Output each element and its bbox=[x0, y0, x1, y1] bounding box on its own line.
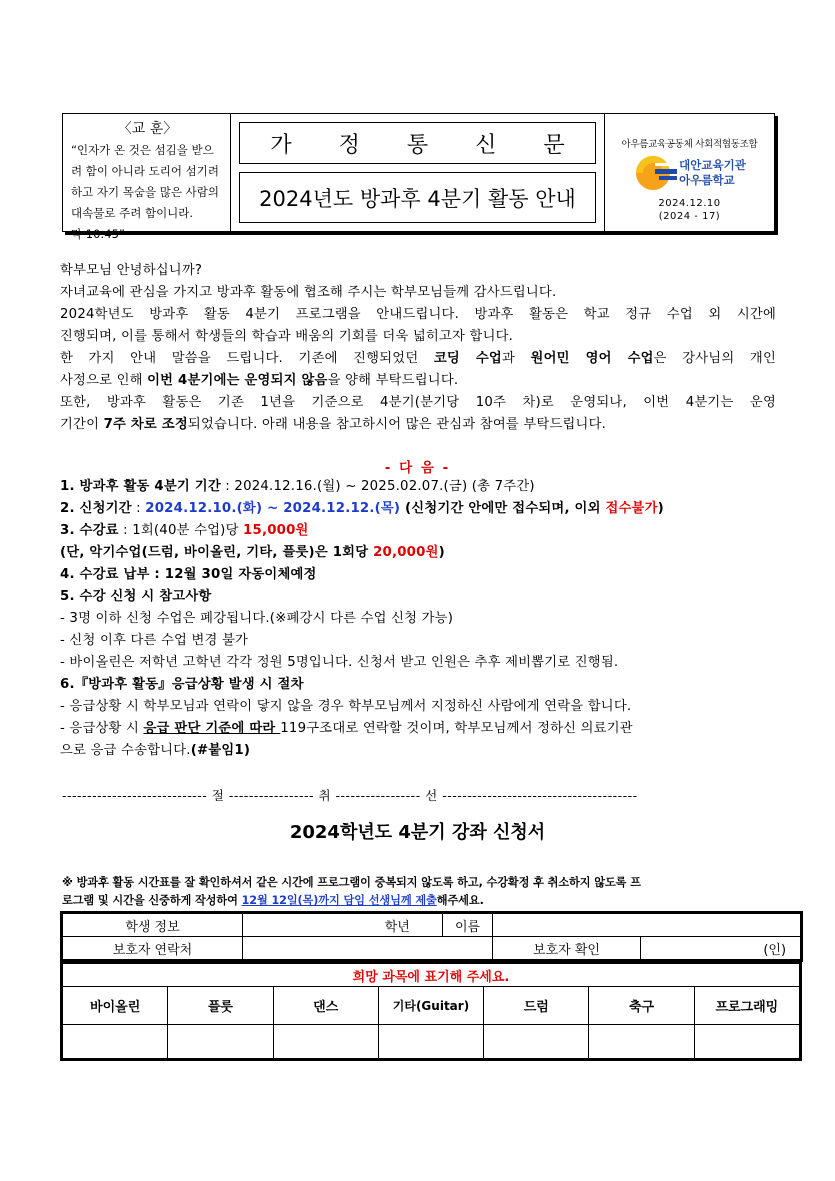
note-line: ※ 방과후 활동 시간표를 잘 확인하셔서 같은 시간에 프로그램이 중복되지 않도록 하고, 수강확정 후 취소하지 않도록 프 bbox=[62, 876, 641, 889]
document-title: 가 정 통 신 문 bbox=[239, 122, 596, 164]
text: 을 양해 부탁드립니다. bbox=[327, 373, 459, 388]
note-line bbox=[62, 892, 777, 910]
text: 사정으로 인해 bbox=[60, 373, 148, 388]
intro-line bbox=[60, 348, 776, 370]
school-info bbox=[604, 114, 774, 231]
table-row bbox=[63, 914, 801, 937]
english-class: 원어민 영어 수업 bbox=[530, 351, 654, 366]
grade-label: 학년 bbox=[353, 914, 443, 937]
info-table bbox=[62, 913, 801, 960]
text: 으로 응급 수송합니다. bbox=[60, 743, 191, 758]
application-title: 2024학년도 4분기 강좌 신청서 bbox=[289, 822, 546, 843]
note-line bbox=[60, 740, 780, 762]
item-value: : 2024.12.16.(월) ~ 2025.02.07.(금) (총 7주간) bbox=[220, 479, 535, 494]
not-accepted: 접수불가 bbox=[605, 501, 658, 516]
application-dates: 2024.12.10.(화) ~ 2024.12.12.(목) bbox=[145, 501, 401, 516]
select-prompt: 희망 과목에 표기해 주세요. bbox=[63, 964, 800, 987]
instrument-fee: 20,000원 bbox=[373, 545, 439, 560]
deadline: 12월 12일(목)까지 담임 선생님께 제출 bbox=[241, 894, 437, 907]
item-label: 4. 수강료 납부 : 12월 30일 자동이체예정 bbox=[60, 567, 317, 582]
text: 한 가지 안내 말씀을 드립니다. 기존에 진행되었던 bbox=[60, 351, 434, 366]
subject-check-cell[interactable] bbox=[694, 1025, 799, 1059]
subject-header: 드럼 bbox=[484, 987, 589, 1025]
text: 119구조대로 연락할 것이며, 학부모님께서 정하신 의료기관 bbox=[280, 721, 633, 736]
attachment-ref: (#붙임1) bbox=[190, 743, 251, 758]
motto-line: 하고 자기 목숨을 많은 사람의 bbox=[71, 185, 219, 199]
item-application-period bbox=[60, 498, 780, 520]
intro-line: 자녀교육에 관심을 가지고 방과후 활동에 협조해 주시는 학부모님들께 감사드립니다. bbox=[60, 285, 557, 300]
issue-date: 2024.12.10 bbox=[658, 198, 721, 209]
intro-paragraph bbox=[60, 260, 776, 436]
subject-header: 플룻 bbox=[168, 987, 273, 1025]
notice-heading: - 다 음 - bbox=[384, 460, 451, 476]
logo-text bbox=[679, 158, 746, 188]
item-payment bbox=[60, 564, 780, 586]
intro-line bbox=[60, 370, 776, 392]
intro-line bbox=[60, 414, 776, 436]
fee-amount: 15,000원 bbox=[243, 523, 309, 538]
intro-line: 2024학년도 방과후 활동 4분기 프로그램을 안내드립니다. 방과후 활동은 학교 정규 수업 외 시간에 bbox=[60, 307, 776, 322]
table-row bbox=[63, 937, 801, 960]
text: : bbox=[131, 501, 146, 516]
note-line: - 응급상황 시 학부모님과 연락이 닿지 않을 경우 학부모님께서 지정하신 사람에게 연락을 합니다. bbox=[60, 699, 632, 714]
cut-line: ----------------------------- 절 ----------------- 취 ----------------- 선 --------------------------------------- bbox=[62, 788, 638, 803]
table-row bbox=[63, 987, 800, 1025]
seal-mark: (인) bbox=[763, 942, 787, 958]
item-label: 3. 수강료 bbox=[60, 523, 119, 538]
text: 해주세요. bbox=[436, 894, 484, 907]
item-notes bbox=[60, 586, 780, 608]
motto-title: 〈교 훈〉 bbox=[117, 121, 178, 137]
document-subtitle: 2024년도 방과후 4분기 활동 안내 bbox=[239, 172, 596, 223]
motto-text bbox=[71, 140, 224, 245]
application-note bbox=[62, 874, 777, 910]
school-logo bbox=[633, 154, 746, 192]
emergency-criteria: 응급 판단 기준에 따라 bbox=[143, 721, 281, 736]
school-motto bbox=[63, 114, 231, 241]
text: 기간이 bbox=[60, 417, 104, 432]
intro-line: 또한, 방과후 활동은 기존 1년을 기준으로 4분기(분기당 10주 차)로 운영되나, 이번 4분기는 운영 bbox=[60, 395, 776, 410]
subject-header: 기타(Guitar) bbox=[378, 987, 483, 1025]
subject-header: 바이올린 bbox=[63, 987, 168, 1025]
subject-table bbox=[62, 963, 800, 1059]
newsletter-header bbox=[62, 113, 775, 241]
name-label: 이름 bbox=[443, 914, 493, 937]
text: : 1회(40분 수업)당 bbox=[118, 523, 244, 538]
motto-line: 려 함이 아니라 도리어 섬기려 bbox=[71, 164, 219, 178]
subject-check-cell[interactable] bbox=[168, 1025, 273, 1059]
doc-number: (2024 - 17) bbox=[658, 211, 721, 222]
note-line bbox=[60, 718, 780, 740]
text: 과 bbox=[501, 351, 531, 366]
student-info-field[interactable] bbox=[243, 914, 353, 937]
item-label: 6.『방과후 활동』응급상황 발생 시 절차 bbox=[60, 677, 304, 692]
table-row bbox=[63, 1025, 800, 1059]
item-emergency bbox=[60, 674, 780, 696]
item-label: 1. 방과후 활동 4분기 기간 bbox=[60, 479, 221, 494]
school-logo-icon bbox=[633, 154, 677, 192]
adjusted-weeks: 7주 차로 조정 bbox=[103, 417, 188, 432]
logo-line-1: 대안교육기관 bbox=[679, 158, 746, 172]
text: 로그램 및 시간을 신중하게 작성하여 bbox=[62, 894, 242, 907]
subject-header: 댄스 bbox=[273, 987, 378, 1025]
subject-header: 축구 bbox=[589, 987, 694, 1025]
item-label: 2. 신청기간 bbox=[60, 501, 132, 516]
subject-check-cell[interactable] bbox=[484, 1025, 589, 1059]
item-period bbox=[60, 476, 780, 498]
notice-items bbox=[60, 476, 780, 762]
guardian-confirm-label: 보호자 확인 bbox=[493, 937, 641, 960]
text: ) bbox=[657, 501, 664, 516]
text: (단, 악기수업(드럼, 바이올린, 기타, 플룻)은 1회당 bbox=[60, 545, 374, 560]
seal-field[interactable] bbox=[641, 937, 801, 960]
subject-check-cell[interactable] bbox=[63, 1025, 168, 1059]
table-row bbox=[63, 964, 800, 987]
student-info-label: 학생 정보 bbox=[63, 914, 243, 937]
note-line: - 3명 이하 신청 수업은 폐강됩니다.(※폐강시 다른 수업 신청 가능) bbox=[60, 611, 454, 626]
guardian-contact-field[interactable] bbox=[243, 937, 493, 960]
logo-line-2: 아우름학교 bbox=[679, 173, 735, 187]
not-operated-notice: 이번 4분기에는 운영되지 않음 bbox=[147, 373, 328, 388]
subject-check-cell[interactable] bbox=[589, 1025, 694, 1059]
text: 되었습니다. 아래 내용을 참고하시어 많은 관심과 참여를 부탁드립니다. bbox=[187, 417, 607, 432]
motto-line: “인자가 온 것은 섬김을 받으 bbox=[71, 143, 214, 157]
motto-line: 대속물로 주려 함이니라. bbox=[71, 206, 194, 220]
org-name: 아우름교육공동체 사회적협동조합 bbox=[621, 139, 758, 150]
application-form bbox=[62, 913, 800, 1059]
text: ) bbox=[438, 545, 445, 560]
subject-header: 프로그래밍 bbox=[694, 987, 799, 1025]
subject-check-cell[interactable] bbox=[273, 1025, 378, 1059]
text: 은 강사님의 개인 bbox=[653, 351, 776, 366]
motto-line: 막 10:45” bbox=[71, 227, 125, 241]
item-fee bbox=[60, 520, 780, 542]
subject-check-cell[interactable] bbox=[378, 1025, 483, 1059]
item-fee-instrument bbox=[60, 542, 780, 564]
note-line: - 바이올린은 저학년 고학년 각각 정원 5명입니다. 신청서 받고 인원은 추후 제비뽑기로 진행됨. bbox=[60, 655, 619, 670]
title-area bbox=[231, 114, 604, 231]
item-label: 5. 수강 신청 시 참고사항 bbox=[60, 589, 212, 604]
guardian-contact-label: 보호자 연락처 bbox=[63, 937, 243, 960]
coding-class: 코딩 수업 bbox=[433, 351, 502, 366]
text: (신청기간 안에만 접수되며, 이외 bbox=[400, 501, 606, 516]
text: - 응급상황 시 bbox=[60, 721, 144, 736]
note-line: - 신청 이후 다른 수업 변경 불가 bbox=[60, 633, 249, 648]
greeting: 학부모님 안녕하십니까? bbox=[60, 263, 203, 278]
name-field[interactable] bbox=[493, 914, 801, 937]
intro-line: 진행되며, 이를 통해서 학생들의 학습과 배움의 기회를 더욱 넓히고자 합니다. bbox=[60, 329, 514, 344]
